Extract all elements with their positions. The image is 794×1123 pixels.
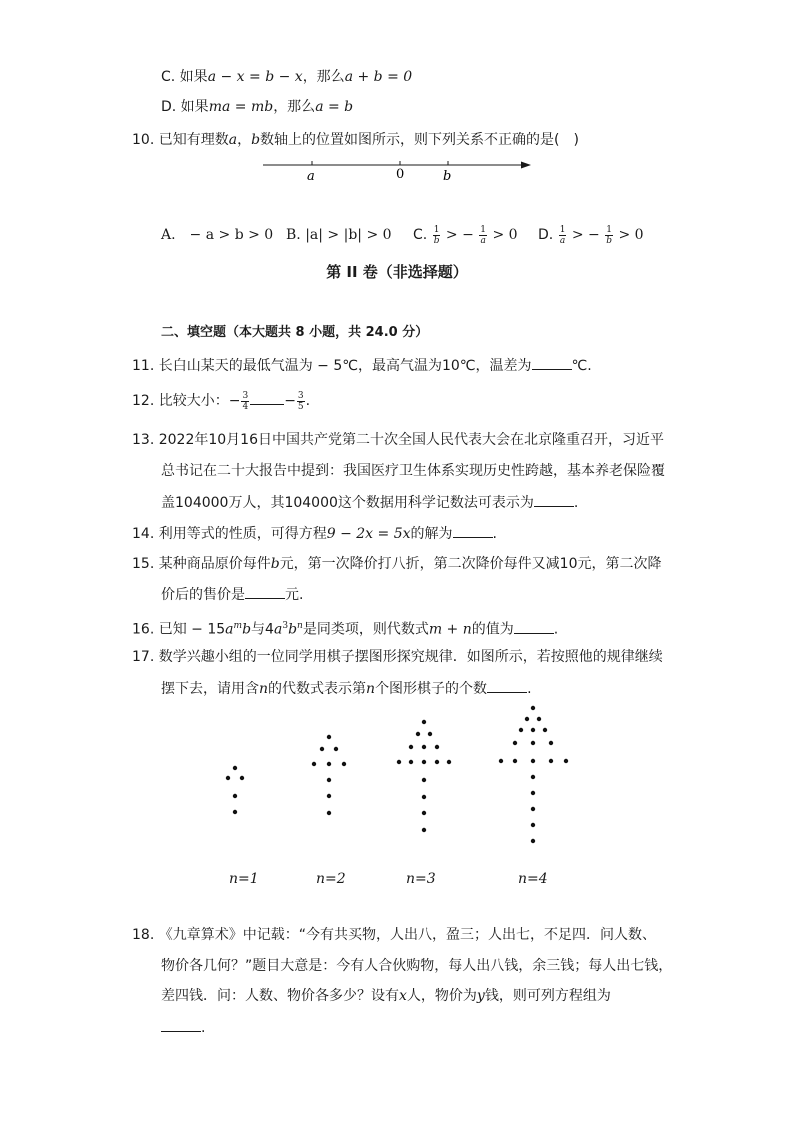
- pattern-n3: [397, 720, 451, 832]
- q10-option-b: B. |a| > |b| > 0: [286, 227, 392, 243]
- q12-answer-blank[interactable]: [250, 390, 284, 405]
- q15-text-2: 价后的售价是: [161, 587, 245, 603]
- q9-d-result: a = b: [315, 99, 354, 115]
- q14-period: .: [492, 526, 497, 542]
- number-line-arrow-icon: [521, 162, 531, 169]
- q17-var-n: n: [259, 681, 269, 697]
- q14: [132, 523, 497, 544]
- q10-option-d: D. $\frac{1}{a}$ > − $\frac{1}{b}$ > 0: [538, 224, 644, 246]
- q15-var: b: [270, 556, 280, 572]
- q18-number: 18.: [132, 927, 155, 943]
- q16-text-d: 的值为: [471, 621, 514, 638]
- q9-option-c: [161, 67, 412, 87]
- q11: [132, 355, 592, 376]
- q18-answer-blank[interactable]: [161, 1017, 201, 1032]
- q13-line-1: [132, 430, 664, 450]
- pattern-label-n2: n=2: [316, 871, 346, 887]
- number-line-figure: [255, 152, 540, 188]
- q12-text: 比较大小：−: [158, 393, 241, 409]
- q15-line-2: [161, 584, 303, 605]
- q18-period: .: [201, 1020, 206, 1036]
- q10-option-a: A. − a > b > 0: [161, 227, 274, 243]
- q16: 16. 已知 − $15a^mb$与$4a^3b^n$是同类项，则代数式m + n的值为 .: [132, 616, 558, 640]
- q14-answer-blank[interactable]: [453, 523, 493, 538]
- q9-option-d: [161, 97, 353, 117]
- q15-answer-blank[interactable]: [245, 584, 285, 599]
- q9-d-expr: ma = mb: [208, 99, 274, 115]
- q18-line-1: [132, 925, 656, 945]
- q15-unit: 元.: [285, 587, 304, 603]
- q11-text: 长白山某天的最低气温为 − 5℃，最高气温为10℃，温差为: [158, 358, 532, 374]
- q10-d-label: D.: [538, 227, 554, 243]
- section-2-title: 第 II 卷（非选择题）: [326, 263, 468, 281]
- q12-minus: −: [284, 393, 296, 409]
- q15-line-1: [132, 554, 662, 574]
- q10-var-a: a: [228, 132, 238, 148]
- q17-text-1: 数学兴趣小组的一位同学用棋子摆图形探究规律．如图所示，若按照他的规律继续: [158, 649, 663, 665]
- q10-var-b: b: [251, 132, 261, 148]
- q13-line-2: 总书记在二十大报告中提到：我国医疗卫生体系实现历史性跨越，基本养老保险覆: [161, 463, 665, 479]
- q11-number: 11.: [132, 358, 155, 374]
- q16-text-c: 是同类项，则代数式: [302, 621, 429, 638]
- q11-answer-blank[interactable]: [532, 355, 572, 370]
- frac-3-5: $\frac{3}{5}$: [297, 390, 304, 412]
- q13-number: 13.: [132, 432, 155, 448]
- q14-text-b: 的解为: [410, 526, 453, 542]
- q14-number: 14.: [132, 526, 155, 542]
- q16-period: .: [553, 621, 559, 638]
- q17-text-2b: 的代数式表示第: [268, 681, 367, 697]
- q18-var-y: y: [476, 988, 485, 1004]
- q16-number: 16.: [132, 621, 155, 638]
- q12: [132, 388, 310, 414]
- q9-c-mid: ，那么: [302, 69, 345, 85]
- q10-number: 10.: [132, 132, 155, 148]
- axis-label-a: a: [307, 169, 315, 184]
- q13-text-3: 盖104000万人，其104000这个数据用科学记数法可表示为: [161, 495, 534, 511]
- q18-line-2: 物价各几何？”题目大意是：今有人合伙购物，每人出八钱，余三钱；每人出七钱，: [161, 958, 673, 974]
- q10-text-b: ，: [237, 132, 252, 148]
- q17-answer-blank[interactable]: [487, 678, 527, 693]
- q17-text-2a: 摆下去，请用含: [161, 681, 259, 697]
- q18-line-3: [161, 986, 611, 1006]
- q10-stem: [132, 130, 579, 150]
- q13-line-3: [161, 492, 578, 513]
- q9-c-expr: a − x = b − x: [207, 69, 303, 85]
- pattern-label-n1: n=1: [229, 871, 259, 887]
- frac-1-over-a: $\frac{1}{a}$: [480, 224, 486, 246]
- q18-var-x: x: [399, 988, 407, 1004]
- q16-text-b: 与4: [251, 621, 274, 638]
- q18-line-4: [161, 1017, 205, 1038]
- frac-1-over-b: $\frac{1}{b}$: [433, 224, 440, 246]
- q13-text-1: 2022年10月16日中国共产党第二十次全国人民代表大会在北京隆重召开，习近平: [158, 432, 664, 448]
- q9-d-label: D. 如果: [161, 99, 209, 115]
- q17-line-2: [161, 678, 532, 699]
- fill-in-header: 二、填空题（本大题共 8 小题，共 24.0 分）: [161, 325, 429, 340]
- q17-period: .: [527, 681, 532, 697]
- pattern-n4: [499, 706, 568, 843]
- q13-period: .: [573, 495, 579, 511]
- q17-number: 17.: [132, 649, 155, 665]
- frac-3-4: $\frac{3}{4}$: [242, 390, 249, 412]
- q18-text-3a: 差四钱．问：人数、物价各多少？设有: [161, 988, 399, 1004]
- pattern-label-n4: n=4: [518, 871, 548, 887]
- q18-text-1: 《九章算术》中记载：“今有共买物，人出八，盈三；人出七，不足四．问人数、: [158, 927, 656, 943]
- q10-text-a: 已知有理数: [158, 132, 229, 148]
- q9-c-label: C. 如果: [161, 69, 208, 85]
- q12-period: .: [305, 393, 311, 409]
- q15-number: 15.: [132, 556, 155, 572]
- frac-1-over-b-d: $\frac{1}{b}$: [606, 224, 612, 246]
- q15-text-a: 某种商品原价每件: [158, 556, 271, 572]
- q16-answer-blank[interactable]: [514, 619, 554, 634]
- frac-1-over-a-d: $\frac{1}{a}$: [559, 224, 566, 246]
- pattern-label-n3: n=3: [406, 871, 436, 887]
- q17-var-n-2: n: [366, 681, 376, 697]
- q11-unit: ℃.: [571, 358, 592, 374]
- pattern-n1: [226, 766, 244, 814]
- q10-option-c: C. $\frac{1}{b}$ > − $\frac{1}{a}$ > 0: [413, 224, 518, 246]
- q13-answer-blank[interactable]: [534, 492, 574, 507]
- q17-line-1: [132, 647, 663, 667]
- q18-text-3c: 钱，则可列方程组为: [484, 988, 611, 1004]
- q16-text-a: 已知 − 15: [158, 621, 226, 638]
- q14-text-a: 利用等式的性质，可得方程: [158, 526, 327, 542]
- q10-c-label: C.: [413, 227, 428, 243]
- q9-c-result: a + b = 0: [344, 69, 413, 85]
- axis-label-b: b: [443, 169, 452, 184]
- q14-equation: 9 − 2x = 5x: [326, 526, 411, 542]
- q17-text-2c: 个图形棋子的个数: [375, 681, 488, 697]
- q10-text-c: 数轴上的位置如图所示，则下列关系不正确的是( ): [260, 132, 579, 148]
- chess-piece-pattern-figure: [210, 700, 580, 850]
- axis-label-zero: 0: [396, 167, 405, 182]
- pattern-n2: [312, 735, 346, 815]
- q16-expr: m + n: [428, 621, 472, 638]
- q12-number: 12.: [132, 393, 155, 409]
- q15-text-b: 元，第一次降价打八折，第二次降价每件又减10元，第二次降: [279, 556, 662, 572]
- q9-d-mid: ，那么: [273, 99, 316, 115]
- q18-text-3b: 人，物价为: [406, 988, 477, 1004]
